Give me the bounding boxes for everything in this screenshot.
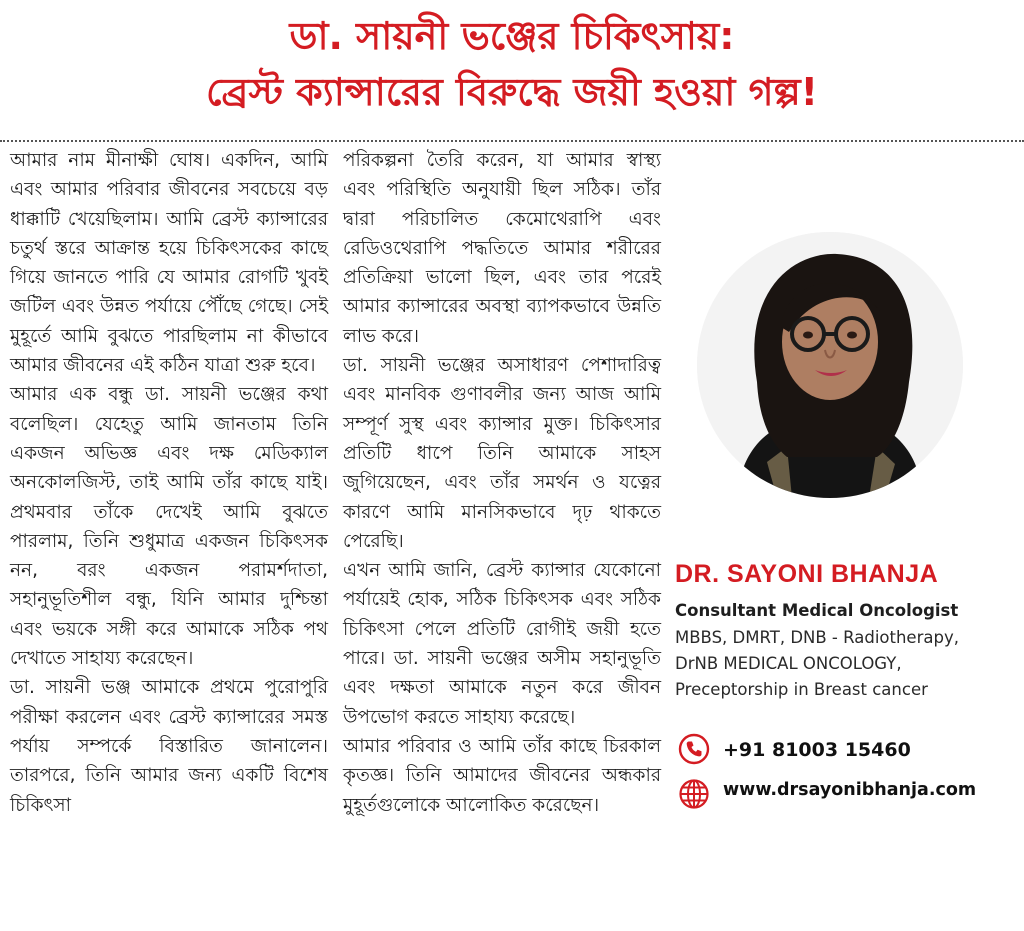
dotted-divider (0, 140, 1024, 142)
paragraph: ডা. সায়নী ভঞ্জ আমাকে প্রথমে পুরোপুরি পরীক্ষা করলেন এবং ব্রেস্ট ক্যান্সারের সমস্ত পর্যায় সম্পর্কে বিস্তারিত জানালেন। তারপরে, তিনি আমার জন্য একটি বিশেষ চিকিৎসা (10, 677, 328, 816)
doctor-title: Consultant Medical Oncologist (675, 601, 959, 620)
paragraph: আমার নাম মীনাক্ষী ঘোষ। একদিন, আমি এবং আমার পরিবার জীবনের সবচেয়ে বড় ধাক্কাটি খেয়েছিলাম। আমি ব্রেস্ট ক্যান্সারের চতুর্থ স্তরে আক্রান্ত হয়ে চিকিৎসকের কাছে গিয়ে জানতে পারি যে আমার রোগটি খুবই জটিল এবং উন্নত পর্যায়ে পৌঁছে গেছে। সেই মুহূর্তে আমি বুঝতে পারছিলাম না কীভাবে আমার জীবনের এই কঠিন যাত্রা শুরু হবে। (10, 150, 328, 377)
phone-icon (678, 733, 710, 765)
article-column-1 (10, 146, 328, 820)
headline-line-2: ব্রেস্ট ক্যান্সারের বিরুদ্ধে জয়ী হওয়া গল্প! (206, 70, 818, 114)
paragraph: আমার এক বন্ধু ডা. সায়নী ভঞ্জের কথা বলেছিল। যেহেতু আমি জানতাম তিনি একজন অভিজ্ঞ এবং দক্ষ মেডিক্যাল অনকোলজিস্ট, তাই আমি তাঁর কাছে যাই। প্রথমবার তাঁকে দেখেই আমি বুঝতে পারলাম, তিনি শুধুমাত্র একজন চিকিৎসক নন, বরং একজন পরামর্শদাতা, সহানুভূতিশীল বন্ধু, যিনি আমার দুশ্চিন্তা এবং ভয়কে সঙ্গী করে আমাকে সঠিক পথ দেখাতে সাহায্য করেছেন। (10, 384, 328, 670)
paragraph: পরিকল্পনা তৈরি করেন, যা আমার স্বাস্থ্য এবং পরিস্থিতি অনুযায়ী ছিল সঠিক। তাঁর দ্বারা পরিচালিত কেমোথেরাপি এবং রেডিওথেরাপি পদ্ধতিতে আমার শরীরের প্রতিক্রিয়া ভালো ছিল, এবং তার পরেই আমার ক্যান্সারের অবস্থা ব্যাপকভাবে উন্নতি লাভ করে। (343, 150, 661, 347)
paragraph: আমার পরিবার ও আমি তাঁর কাছে চিরকাল কৃতজ্ঞ। তিনি আমাদের জীবনের অন্ধকার মুহূর্তগুলোকে আলোকিত করেছেন। (343, 735, 661, 816)
phone-number[interactable]: +91 81003 15460 (723, 739, 911, 761)
doctor-portrait (697, 232, 963, 498)
qualification-line: DrNB MEDICAL ONCOLOGY, (675, 654, 902, 673)
website-link[interactable]: www.drsayonibhanja.com (723, 780, 977, 800)
qualification-line: Preceptorship in Breast cancer (675, 680, 928, 699)
doctor-name: DR. SAYONI BHANJA (675, 560, 939, 588)
article-column-2 (343, 146, 661, 820)
paragraph: ডা. সায়নী ভঞ্জের অসাধারণ পেশাদারিত্ব এবং মানবিক গুণাবলীর জন্য আজ আমি সম্পূর্ণ সুস্থ এবং ক্যান্সার মুক্ত। চিকিৎসার প্রতিটি ধাপে তিনি আমাকে সাহস জুগিয়েছেন, এবং তাঁর সমর্থন ও যত্নের কারণে আমি মানসিকভাবে দৃঢ় থাকতে পেরেছি। (343, 355, 661, 552)
headline-line-1: ডা. সায়নী ভঞ্জের চিকিৎসায়: (289, 14, 735, 58)
paragraph: এখন আমি জানি, ব্রেস্ট ক্যান্সার যেকোনো পর্যায়েই হোক, সঠিক চিকিৎসক এবং সঠিক চিকিৎসা পেলে প্রতিটি রোগীই জয়ী হতে পারে। ডা. সায়নী ভঞ্জের অসীম সহানুভূতি এবং দক্ষতা আমাকে নতুন করে জীবন উপভোগ করতে সাহায্য করেছে। (343, 560, 661, 728)
globe-icon (678, 778, 710, 810)
qualification-line: MBBS, DMRT, DNB - Radiotherapy, (675, 628, 959, 647)
doctor-portrait-illustration (697, 232, 963, 498)
